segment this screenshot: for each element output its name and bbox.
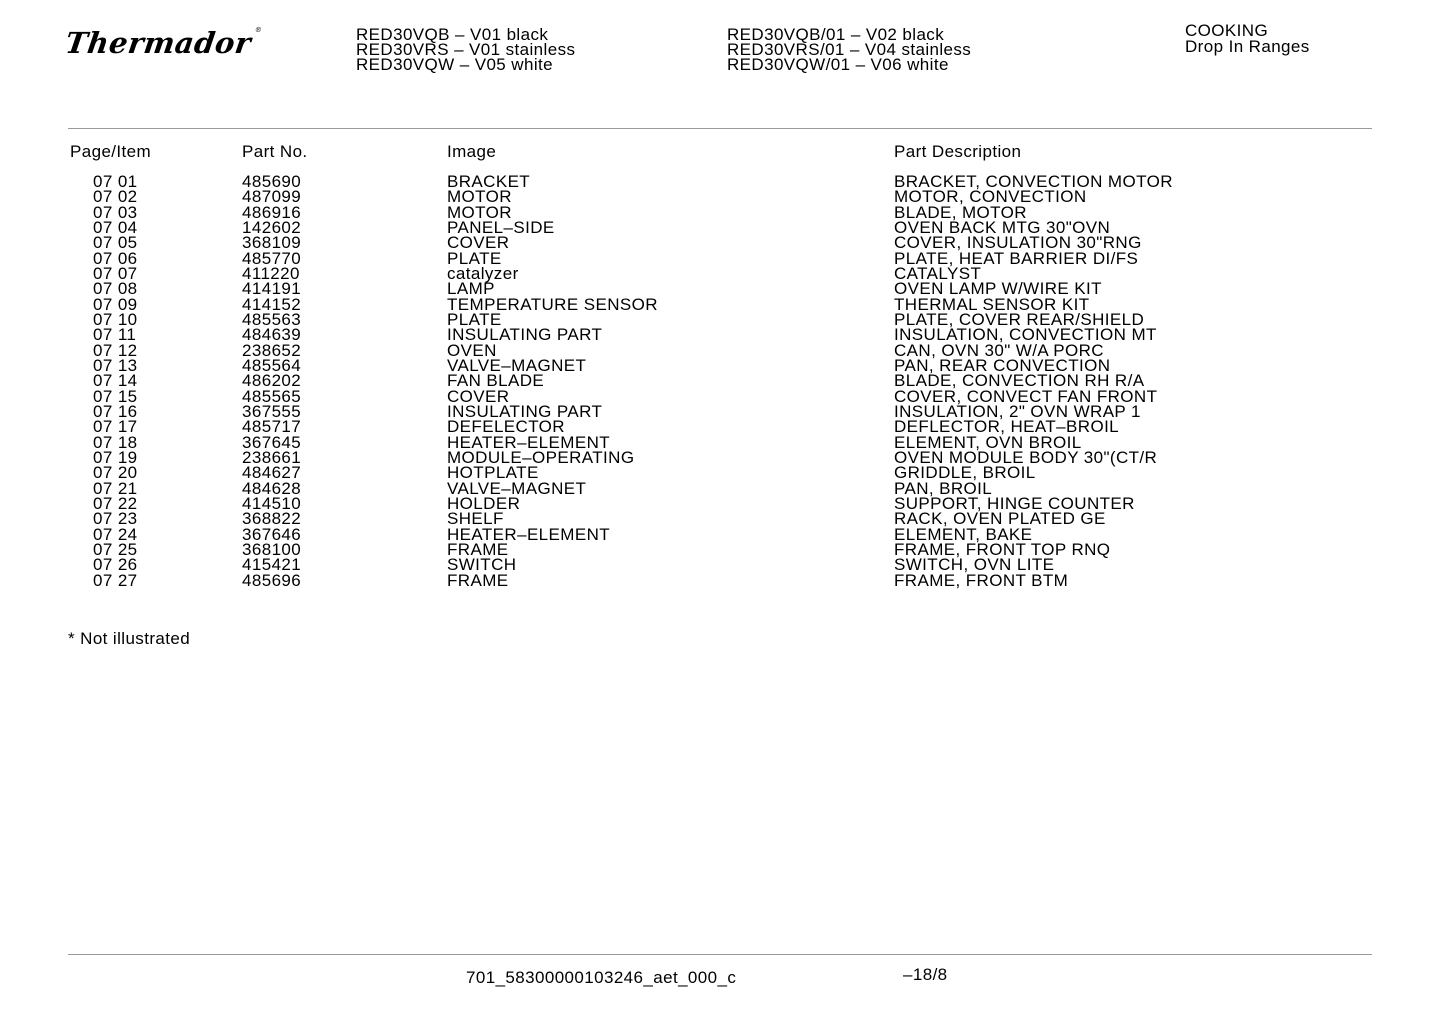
cell-page-item: 07 23 <box>93 509 138 529</box>
cell-image: VALVE–MAGNET <box>447 478 587 498</box>
cell-image: FRAME <box>447 539 509 559</box>
cell-image: FAN BLADE <box>447 371 545 391</box>
cell-description: GRIDDLE, BROIL <box>894 463 1036 483</box>
category-title: COOKING <box>1185 21 1269 40</box>
cell-part-no: 485563 <box>242 309 302 329</box>
cell-part-no: 485770 <box>242 248 302 268</box>
cell-description: OVEN LAMP W/WIRE KIT <box>894 279 1102 299</box>
cell-image: OVEN <box>447 340 497 360</box>
cell-image: DEFELECTOR <box>447 417 565 437</box>
cell-page-item: 07 02 <box>93 187 138 207</box>
table-row <box>0 187 1442 207</box>
cell-page-item: 07 27 <box>93 570 138 590</box>
table-row <box>0 432 1442 452</box>
page-number: –18/8 <box>903 965 948 984</box>
cell-image: INSULATING PART <box>447 325 603 345</box>
cell-image: HOLDER <box>447 493 521 513</box>
cell-page-item: 07 22 <box>93 493 138 513</box>
cell-image: SWITCH <box>447 555 517 575</box>
cell-page-item: 07 17 <box>93 417 138 437</box>
registered-mark: ® <box>254 26 263 34</box>
table-row <box>0 555 1442 575</box>
cell-description: MOTOR, CONVECTION <box>894 187 1087 207</box>
column-header-part-no: Part No. <box>242 142 308 161</box>
table-row <box>0 279 1442 299</box>
cell-description: DEFLECTOR, HEAT–BROIL <box>894 417 1120 437</box>
cell-page-item: 07 21 <box>93 478 138 498</box>
cell-part-no: 485565 <box>242 386 302 406</box>
cell-part-no: 415421 <box>242 555 302 575</box>
cell-part-no: 142602 <box>242 217 302 237</box>
cell-part-no: 485564 <box>242 355 302 375</box>
cell-description: INSULATION, 2" OVN WRAP 1 <box>894 401 1141 421</box>
cell-description: PLATE, HEAT BARRIER DI/FS <box>894 248 1139 268</box>
cell-part-no: 411220 <box>242 263 300 283</box>
cell-image: BRACKET <box>447 172 531 191</box>
footnote: * Not illustrated <box>68 629 191 648</box>
cell-page-item: 07 16 <box>93 401 138 421</box>
cell-part-no: 484628 <box>242 478 302 498</box>
cell-part-no: 367646 <box>242 524 302 544</box>
cell-image: HEATER–ELEMENT <box>447 524 611 544</box>
cell-page-item: 07 15 <box>93 386 138 406</box>
cell-page-item: 07 10 <box>93 309 138 329</box>
cell-description: COVER, INSULATION 30"RNG <box>894 233 1142 253</box>
cell-image: SHELF <box>447 509 504 529</box>
cell-part-no: 414510 <box>242 493 302 513</box>
cell-page-item: 07 13 <box>93 355 138 375</box>
category-subtitle: Drop In Ranges <box>1185 36 1310 56</box>
table-row <box>0 493 1442 513</box>
cell-image: HEATER–ELEMENT <box>447 432 611 452</box>
cell-description: OVEN MODULE BODY 30"(CT/R <box>894 447 1158 467</box>
table-row <box>0 248 1442 268</box>
cell-description: FRAME, FRONT TOP RNQ <box>894 539 1111 559</box>
cell-page-item: 07 26 <box>93 555 138 575</box>
cell-image: TEMPERATURE SENSOR <box>447 294 658 314</box>
table-row <box>0 417 1442 437</box>
model-line: RED30VQB/01 – V02 black <box>727 25 945 44</box>
cell-page-item: 07 04 <box>93 217 138 237</box>
model-list-left <box>356 27 575 72</box>
column-header-image: Image <box>447 142 497 161</box>
cell-page-item: 07 20 <box>93 463 138 483</box>
cell-description: PAN, REAR CONVECTION <box>894 355 1111 375</box>
cell-page-item: 07 14 <box>93 371 138 391</box>
table-row <box>0 355 1442 375</box>
cell-page-item: 07 06 <box>93 248 138 268</box>
cell-image: MOTOR <box>447 202 512 222</box>
cell-description: RACK, OVEN PLATED GE <box>894 509 1106 529</box>
brand-logo-text: Thermador <box>63 26 254 60</box>
cell-page-item: 07 08 <box>93 279 138 299</box>
cell-image: MODULE–OPERATING <box>447 447 635 467</box>
cell-part-no: 414191 <box>242 279 302 299</box>
cell-page-item: 07 07 <box>93 263 138 283</box>
cell-image: HOTPLATE <box>447 463 539 483</box>
cell-image: INSULATING PART <box>447 401 603 421</box>
cell-page-item: 07 03 <box>93 202 138 222</box>
model-list-right <box>727 27 971 72</box>
cell-part-no: 486916 <box>242 202 302 222</box>
column-header-description: Part Description <box>894 142 1022 161</box>
cell-description: BRACKET, CONVECTION MOTOR <box>894 172 1173 191</box>
cell-image: PLATE <box>447 309 502 329</box>
table-row <box>0 371 1442 391</box>
cell-description: CATALYST <box>894 263 982 283</box>
model-line: RED30VRS/01 – V04 stainless <box>727 40 972 59</box>
cell-description: SUPPORT, HINGE COUNTER <box>894 493 1135 513</box>
cell-image: LAMP <box>447 279 495 299</box>
cell-description: PLATE, COVER REAR/SHIELD <box>894 309 1145 329</box>
table-row <box>0 524 1442 544</box>
table-row <box>0 294 1442 314</box>
cell-part-no: 485690 <box>242 172 302 191</box>
cell-part-no: 414152 <box>242 294 302 314</box>
cell-description: FRAME, FRONT BTM <box>894 570 1069 590</box>
cell-page-item: 07 01 <box>93 172 138 191</box>
cell-description: BLADE, CONVECTION RH R/A <box>894 371 1145 391</box>
cell-part-no: 367645 <box>242 432 302 452</box>
table-row <box>0 401 1442 421</box>
cell-page-item: 07 11 <box>93 325 137 345</box>
cell-image: FRAME <box>447 570 509 590</box>
table-row <box>0 233 1442 253</box>
table-row <box>0 463 1442 483</box>
cell-image: COVER <box>447 233 510 253</box>
cell-image: COVER <box>447 386 510 406</box>
cell-part-no: 368109 <box>242 233 302 253</box>
parts-table <box>0 174 1442 588</box>
footer-divider <box>68 954 1372 955</box>
cell-page-item: 07 05 <box>93 233 138 253</box>
table-row <box>0 386 1442 406</box>
model-line: RED30VQW – V05 white <box>356 55 553 74</box>
cell-image: PANEL–SIDE <box>447 217 555 237</box>
brand-logo <box>63 26 263 60</box>
table-row <box>0 478 1442 498</box>
model-line: RED30VRS – V01 stainless <box>356 40 576 59</box>
table-row <box>0 325 1442 345</box>
table-row <box>0 539 1442 559</box>
model-line: RED30VQB – V01 black <box>356 25 549 44</box>
cell-page-item: 07 18 <box>93 432 138 452</box>
table-row <box>0 340 1442 360</box>
cell-part-no: 485717 <box>242 417 302 437</box>
cell-part-no: 238652 <box>242 340 302 360</box>
header-divider <box>68 128 1372 129</box>
cell-description: ELEMENT, BAKE <box>894 524 1033 544</box>
cell-description: INSULATION, CONVECTION MT <box>894 325 1157 345</box>
cell-page-item: 07 25 <box>93 539 138 559</box>
table-row <box>0 309 1442 329</box>
cell-page-item: 07 19 <box>93 447 138 467</box>
category-block <box>1185 23 1310 54</box>
cell-description: SWITCH, OVN LITE <box>894 555 1055 575</box>
cell-description: COVER, CONVECT FAN FRONT <box>894 386 1158 406</box>
cell-part-no: 487099 <box>242 187 302 207</box>
cell-part-no: 485696 <box>242 570 302 590</box>
table-row <box>0 447 1442 467</box>
cell-description: ELEMENT, OVN BROIL <box>894 432 1082 452</box>
cell-part-no: 368822 <box>242 509 302 529</box>
table-row <box>0 509 1442 529</box>
cell-description: BLADE, MOTOR <box>894 202 1027 222</box>
cell-part-no: 238661 <box>242 447 302 467</box>
document-id: 701_58300000103246_aet_000_c <box>466 968 737 987</box>
cell-part-no: 367555 <box>242 401 302 421</box>
table-row <box>0 217 1442 237</box>
cell-part-no: 486202 <box>242 371 302 391</box>
cell-page-item: 07 12 <box>93 340 138 360</box>
cell-page-item: 07 24 <box>93 524 138 544</box>
cell-description: THERMAL SENSOR KIT <box>894 294 1090 314</box>
cell-image: MOTOR <box>447 187 512 207</box>
column-header-page-item: Page/Item <box>70 142 152 161</box>
cell-image: PLATE <box>447 248 502 268</box>
cell-part-no: 484627 <box>242 463 302 483</box>
cell-description: PAN, BROIL <box>894 478 993 498</box>
cell-image: VALVE–MAGNET <box>447 355 587 375</box>
cell-part-no: 368100 <box>242 539 302 559</box>
cell-image: catalyzer <box>447 263 519 283</box>
cell-description: OVEN BACK MTG 30"OVN <box>894 217 1111 237</box>
table-row <box>0 202 1442 222</box>
cell-page-item: 07 09 <box>93 294 138 314</box>
table-row <box>0 174 1442 189</box>
table-row <box>0 263 1442 283</box>
cell-part-no: 484639 <box>242 325 302 345</box>
cell-description: CAN, OVN 30" W/A PORC <box>894 340 1104 360</box>
table-row <box>0 570 1442 590</box>
model-line: RED30VQW/01 – V06 white <box>727 55 949 74</box>
